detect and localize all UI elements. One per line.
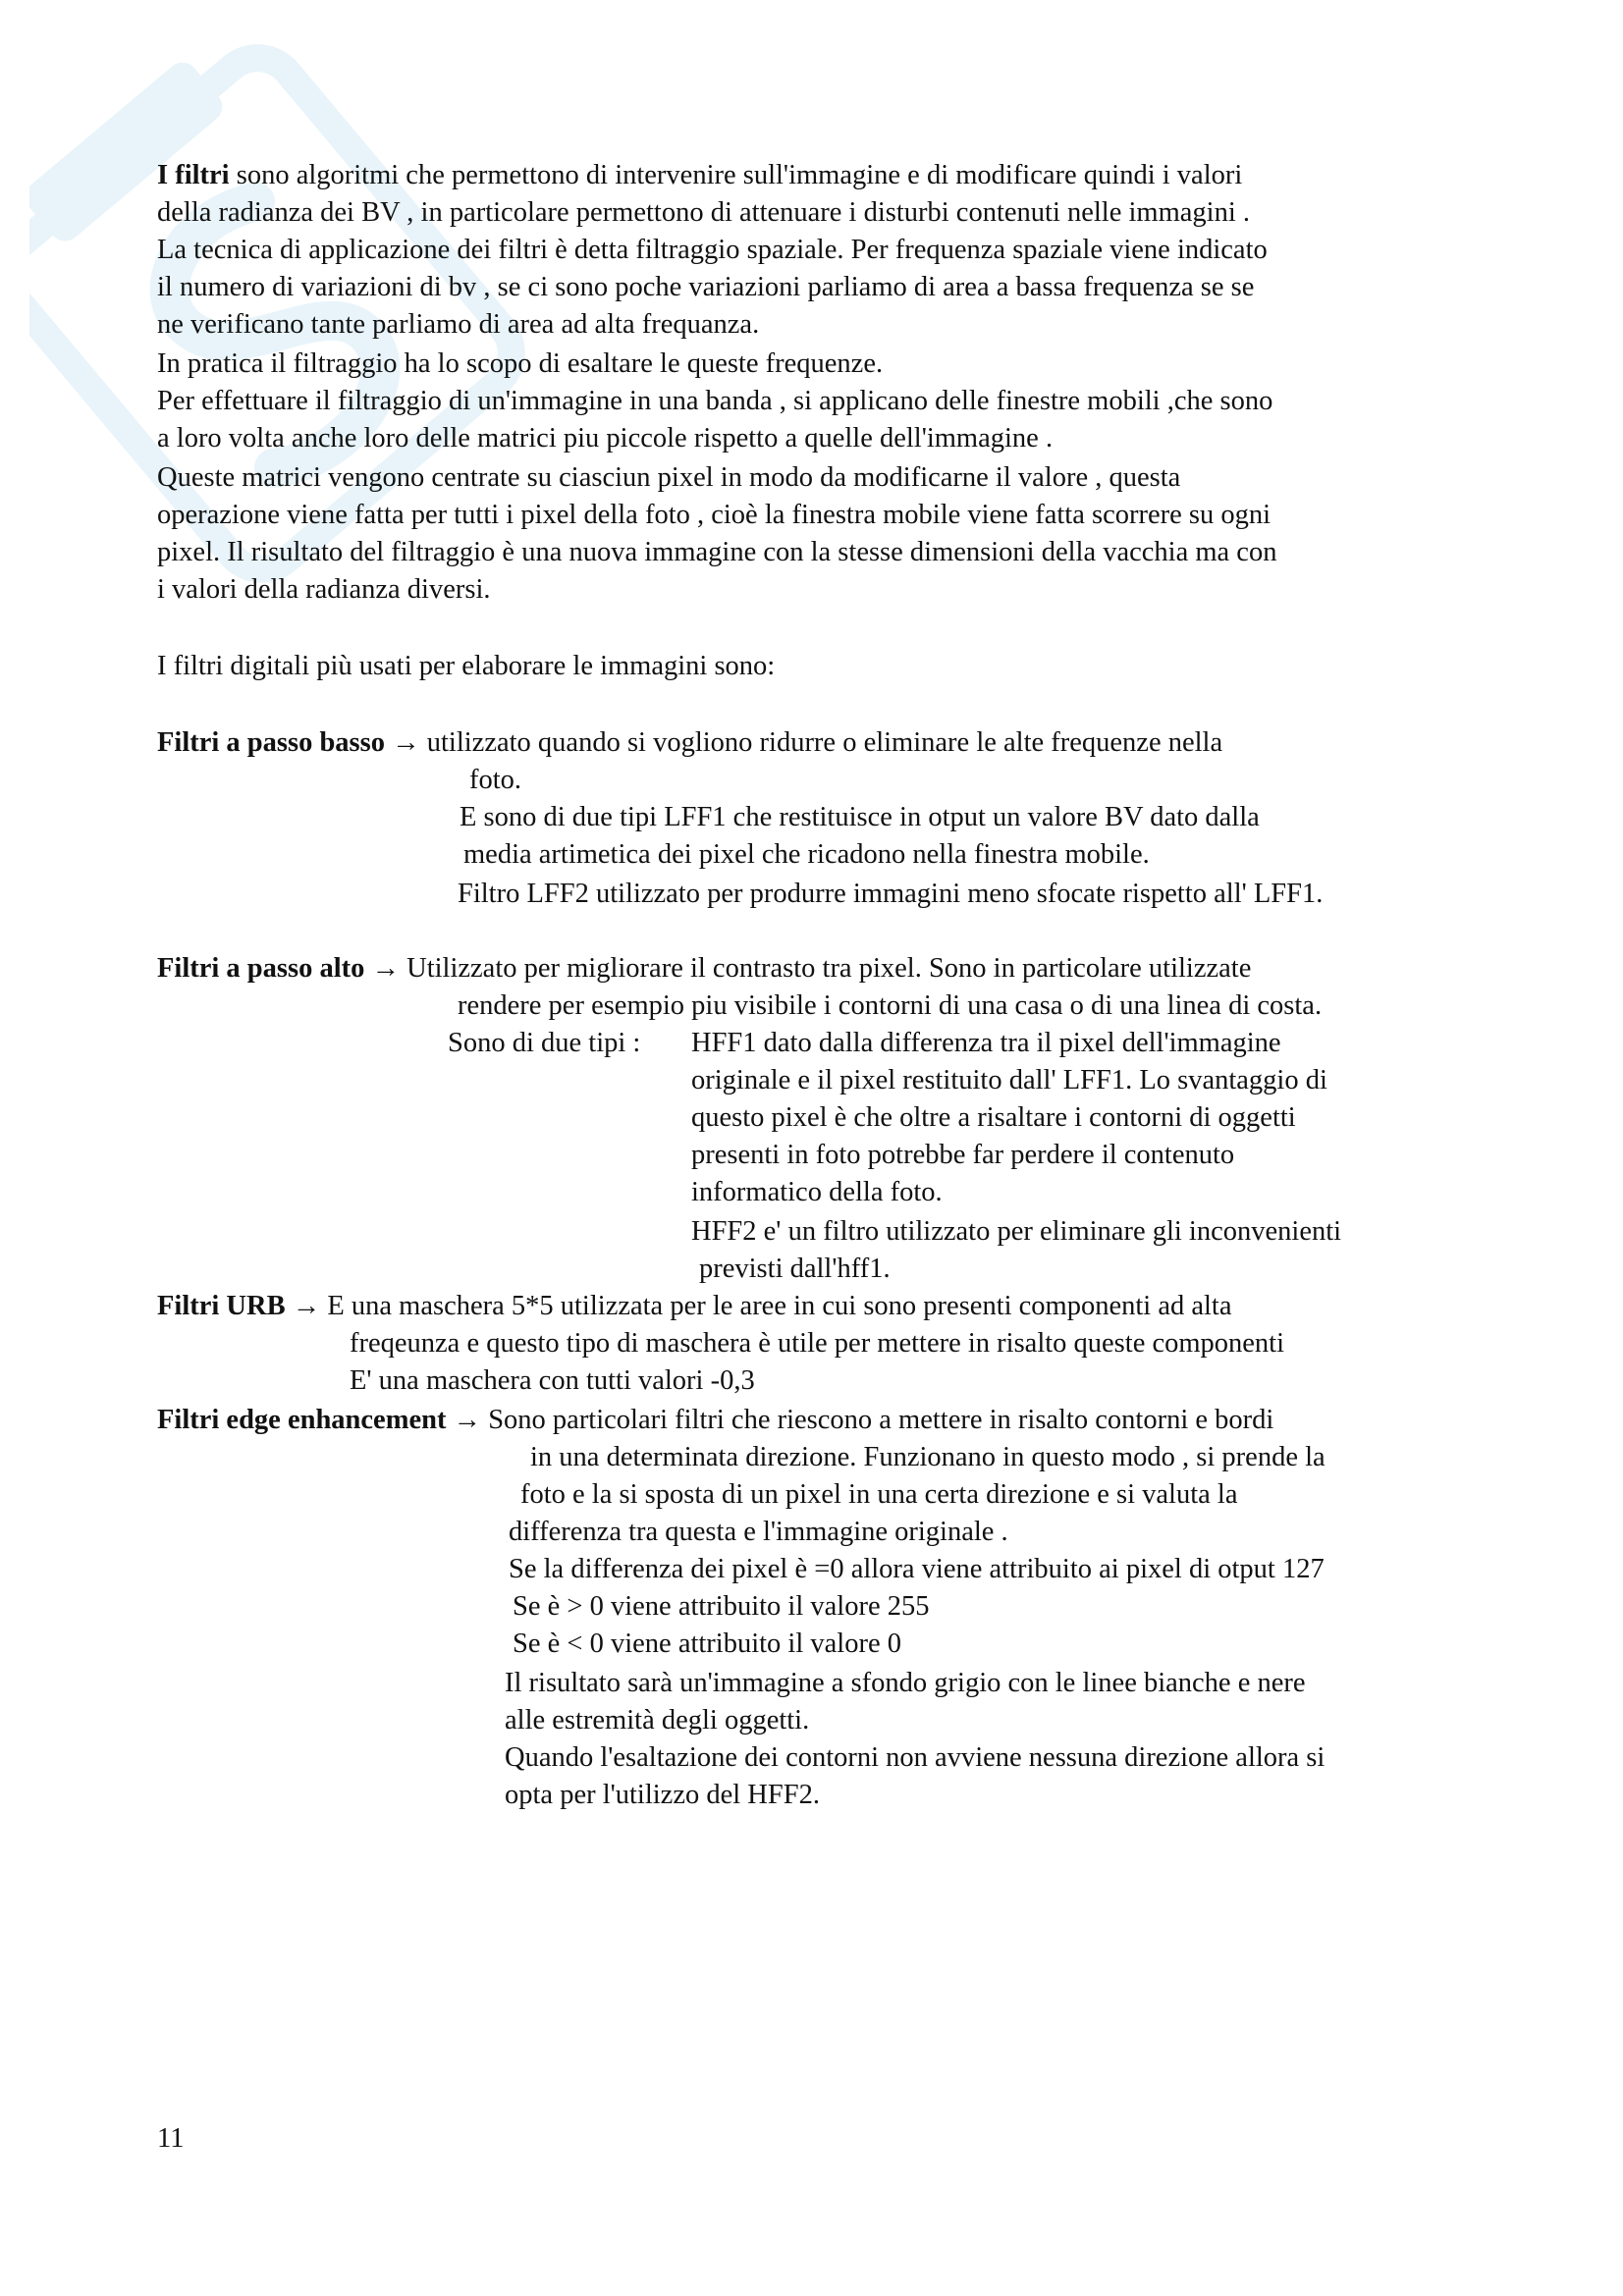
high-pass-line-6: presenti in foto potrebbe far perdere il contenuto [691,1140,1235,1170]
edge-line-2: in una determinata direzione. Funzionano in questo modo , si prende la [530,1442,1325,1472]
high-pass-line-3b: HFF1 dato dalla differenza tra il pixel dell'immagine [691,1028,1281,1058]
term-edge-enhancement: Filtri edge enhancement → [157,1405,482,1435]
high-pass-line-5: questo pixel è che oltre a risaltare i contorni di oggetti [691,1102,1296,1133]
intro-line-8: a loro volta anche loro delle matrici piu piccole rispetto a quelle dell'immagine . [157,423,1054,454]
low-pass-line-5: Filtro LFF2 utilizzato per produrre immagini meno sfocate rispetto all' LFF1. [458,879,1324,909]
term-i-filtri: I filtri [157,160,230,190]
intro-line-12: i valori della radianza diversi. [157,574,491,605]
high-pass-line-1: Filtri a passo alto → Utilizzato per migliorare il contrasto tra pixel. Sono in particolare utilizzate [157,953,1252,984]
intro-line-9: Queste matrici vengono centrate su ciasciun pixel in modo da modificarne il valore , questa [157,462,1181,493]
high-pass-line-9: previsti dall'hff1. [699,1254,891,1284]
high-pass-line-3: Sono di due tipi : [448,1028,641,1058]
term-low-pass: Filtri a passo basso → [157,727,420,758]
low-pass-line-3: E sono di due tipi LFF1 che restituisce in otput un valore BV dato dalla [460,802,1260,832]
intro-line-4: il numero di variazioni di bv , se ci sono poche variazioni parliamo di area a bassa frequenza se se [157,272,1255,302]
intro-line-2: della radianza dei BV , in particolare permettono di attenuare i disturbi contenuti nelle immagini . [157,197,1250,228]
low-pass-line-4: media artimetica dei pixel che ricadono nella finestra mobile. [463,839,1150,870]
high-pass-line-8: HFF2 e' un filtro utilizzato per eliminare gli inconvenienti [691,1216,1342,1247]
edge-line-8: Il risultato sarà un'immagine a sfondo grigio con le linee bianche e nere [505,1668,1306,1698]
edge-line-6: Se è > 0 viene attribuito il valore 255 [513,1591,930,1622]
term-urb: Filtri URB → [157,1291,321,1321]
edge-line-11: opta per l'utilizzo del HFF2. [505,1780,820,1810]
intro-line-7: Per effettuare il filtraggio di un'immagine in una banda , si applicano delle finestre mobili ,che sono [157,386,1273,416]
edge-line-7: Se è < 0 viene attribuito il valore 0 [513,1629,901,1659]
edge-line-9: alle estremità degli oggetti. [505,1705,810,1735]
low-pass-line-1: Filtri a passo basso → utilizzato quando si vogliono ridurre o eliminare le alte frequenze nella [157,727,1223,758]
intro-line-11: pixel. Il risultato del filtraggio è una nuova immagine con la stesse dimensioni della vacchia ma con [157,537,1277,567]
high-pass-line-4: originale e il pixel restituito dall' LFF1. Lo svantaggio di [691,1065,1327,1095]
intro-line-5: ne verificano tante parliamo di area ad alta frequanza. [157,309,760,340]
urb-line-2: freqeunza e questo tipo di maschera è utile per mettere in risalto queste componenti [350,1328,1285,1359]
edge-line-5: Se la differenza dei pixel è =0 allora viene attribuito ai pixel di otput 127 [509,1554,1325,1584]
intro-line-1: I filtri sono algoritmi che permettono di intervenire sull'immagine e di modificare quindi i valori [157,160,1243,190]
low-pass-line-2: foto. [469,765,522,795]
intro-line-6: In pratica il filtraggio ha lo scopo di esaltare le queste frequenze. [157,348,884,379]
term-high-pass: Filtri a passo alto → [157,953,400,984]
page-number: 11 [157,2123,185,2154]
urb-line-3: E' una maschera con tutti valori -0,3 [350,1365,755,1396]
urb-line-1: Filtri URB → E una maschera 5*5 utilizzata per le aree in cui sono presenti componenti ad alta [157,1291,1232,1321]
intro-line-3: La tecnica di applicazione dei filtri è detta filtraggio spaziale. Per frequenza spaziale viene indicato [157,235,1268,265]
edge-line-3: foto e la si sposta di un pixel in una certa direzione e si valuta la [520,1479,1238,1510]
edge-line-4: differenza tra questa e l'immagine originale . [509,1517,1008,1547]
high-pass-line-2: rendere per esempio piu visibile i contorni di una casa o di una linea di costa. [458,990,1323,1021]
high-pass-line-7: informatico della foto. [691,1177,943,1207]
intro-line-10: operazione viene fatta per tutti i pixel della foto , cioè la finestra mobile viene fatta scorrere su ogni [157,500,1271,530]
list-intro: I filtri digitali più usati per elaborare le immagini sono: [157,651,776,681]
edge-line-1: Filtri edge enhancement → Sono particolari filtri che riescono a mettere in risalto contorni e bordi [157,1405,1274,1435]
edge-line-10: Quando l'esaltazione dei contorni non avviene nessuna direzione allora si [505,1742,1325,1773]
